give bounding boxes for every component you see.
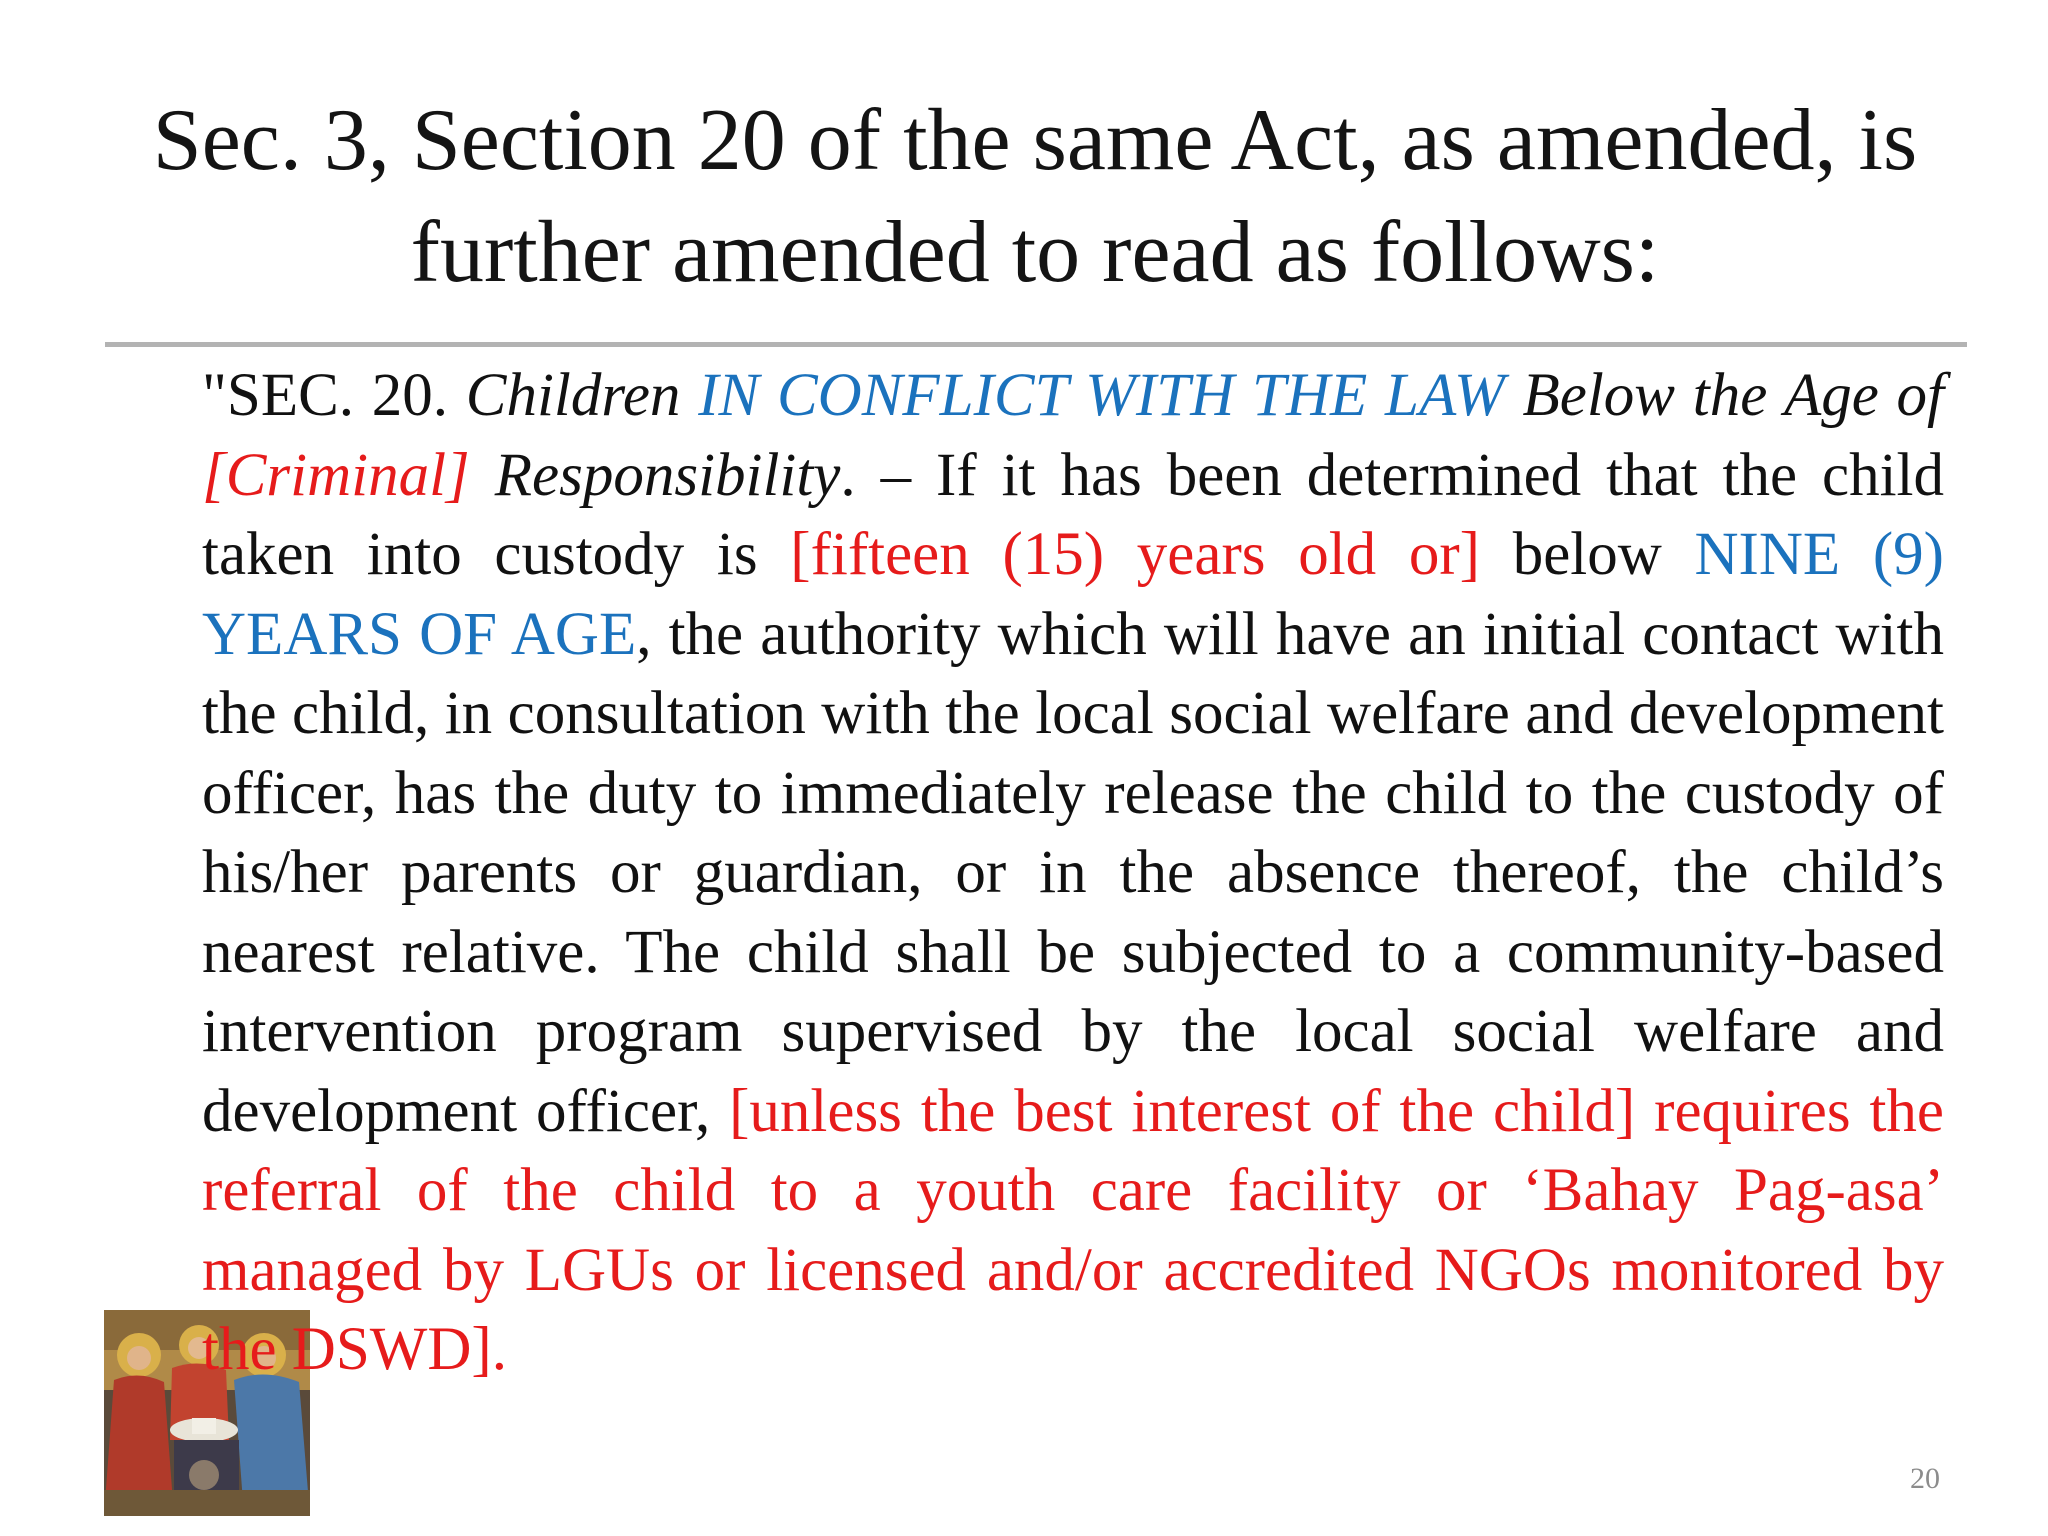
body-text-below: below [1479, 521, 1695, 588]
heading-responsibility: Responsibility [469, 441, 841, 509]
deleted-criminal: [Criminal] [202, 441, 470, 509]
slide-title: Sec. 3, Section 20 of the same Act, as amended, is further amended to read as follows: [152, 92, 1918, 301]
section-20-text [202, 356, 1944, 1390]
title-divider [105, 342, 1967, 347]
heading-children: Children [465, 362, 699, 429]
inserted-in-conflict-with-the-law: IN CONFLICT WITH THE LAW [698, 362, 1505, 429]
body-text-part-1: . – If it has been determined that the child taken into custody is [202, 441, 1944, 588]
page-number: 20 [1910, 1462, 1940, 1495]
section-label: "SEC. 20. [202, 362, 466, 429]
inserted-nine-years-of-age: NINE (9) YEARS OF AGE [202, 521, 1944, 668]
deleted-fifteen-years-old: [fifteen (15) years old or] [790, 521, 1480, 588]
heading-below-the-age-of: Below the Age of [1504, 362, 1944, 429]
body-text-part-2: , the authority which will have an initial contact with the child, in consultation with the local social welfare and development officer, has the duty to immediately release the child to the custody of his/her parents or guardian, or in the absence thereof, the child’s nearest relative. The child shall be subjected to a community-based intervention program supervised by the local social welfare and development officer, [202, 600, 1944, 1145]
deleted-referral-clause: [unless the best interest of the child] requires the referral of the child to a youth care facility or ‘Bahay Pag-asa’ managed by LGUs or licensed and/or accredited NGOs monitored by the DSWD]. [202, 1077, 1945, 1383]
